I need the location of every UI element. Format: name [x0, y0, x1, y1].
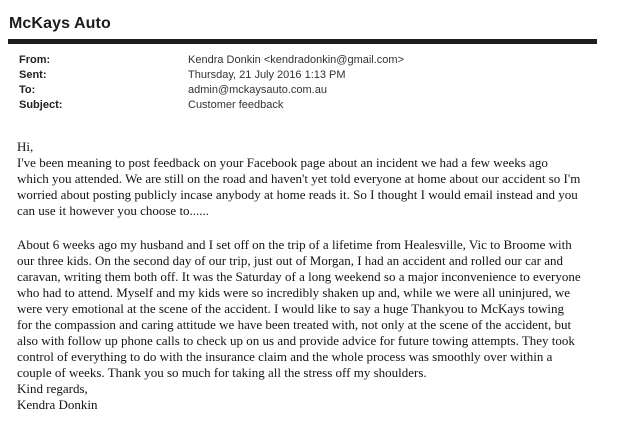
body-line: can use it however you choose to...... — [17, 203, 210, 218]
paragraph-intro — [17, 155, 622, 219]
body-line: control of everything to do with the insurance claim and the whole process was smoothly over within a — [17, 349, 553, 364]
header-divider — [8, 39, 597, 44]
body-line: couple of weeks. Thank you so much for taking all the stress off my shoulders. — [17, 365, 427, 380]
body-line: were very emotional at the scene of the accident. I would like to say a huge Thankyou to McKays towing — [17, 301, 565, 316]
body-line: About 6 weeks ago my husband and I set off on the trip of a lifetime from Healesville, Vic to Broome with — [17, 237, 572, 252]
to-label: To: — [19, 84, 36, 96]
body-line: worried about posting publicly incase anybody at home reads it. So I thought I would email instead and you — [17, 187, 578, 202]
closing: Kind regards, — [17, 381, 88, 396]
to-value: admin@mckaysauto.com.au — [188, 84, 327, 96]
paragraph-story — [17, 237, 622, 381]
from-value: Kendra Donkin <kendradonkin@gmail.com> — [188, 54, 405, 66]
sent-label: Sent: — [19, 69, 47, 81]
subject-label: Subject: — [19, 99, 63, 111]
subject-value: Customer feedback — [188, 99, 284, 111]
body-line: caravan, writing them both off. It was the Saturday of a long weekend so a major inconvenience to everyone — [17, 269, 581, 284]
body-line: for the compassion and caring attitude we have been treated with, not only at the scene of the accident, but — [17, 317, 572, 332]
body-line: who had to attend. Myself and my kids were so incredibly shaken up and, while we were all uninjured, we — [17, 285, 571, 300]
from-label: From: — [19, 54, 51, 66]
company-name: McKays Auto — [9, 15, 111, 32]
signature-name: Kendra Donkin — [17, 397, 98, 412]
paragraph-spacer — [17, 219, 622, 237]
body-line: which you attended. We are still on the road and haven't yet told everyone at home about our accident so I'm — [17, 171, 581, 186]
greeting: Hi, — [17, 139, 34, 154]
body-line: also with follow up phone calls to check up on us and provide advice for future towing attempts. They took — [17, 333, 575, 348]
body-line: I've been meaning to post feedback on your Facebook page about an incident we had a few weeks ago — [17, 155, 548, 170]
body-line: our three kids. On the second day of our trip, just out of Morgan, I had an accident and rolled our car and — [17, 253, 563, 268]
email-body — [17, 139, 622, 413]
sent-value: Thursday, 21 July 2016 1:13 PM — [188, 69, 346, 81]
